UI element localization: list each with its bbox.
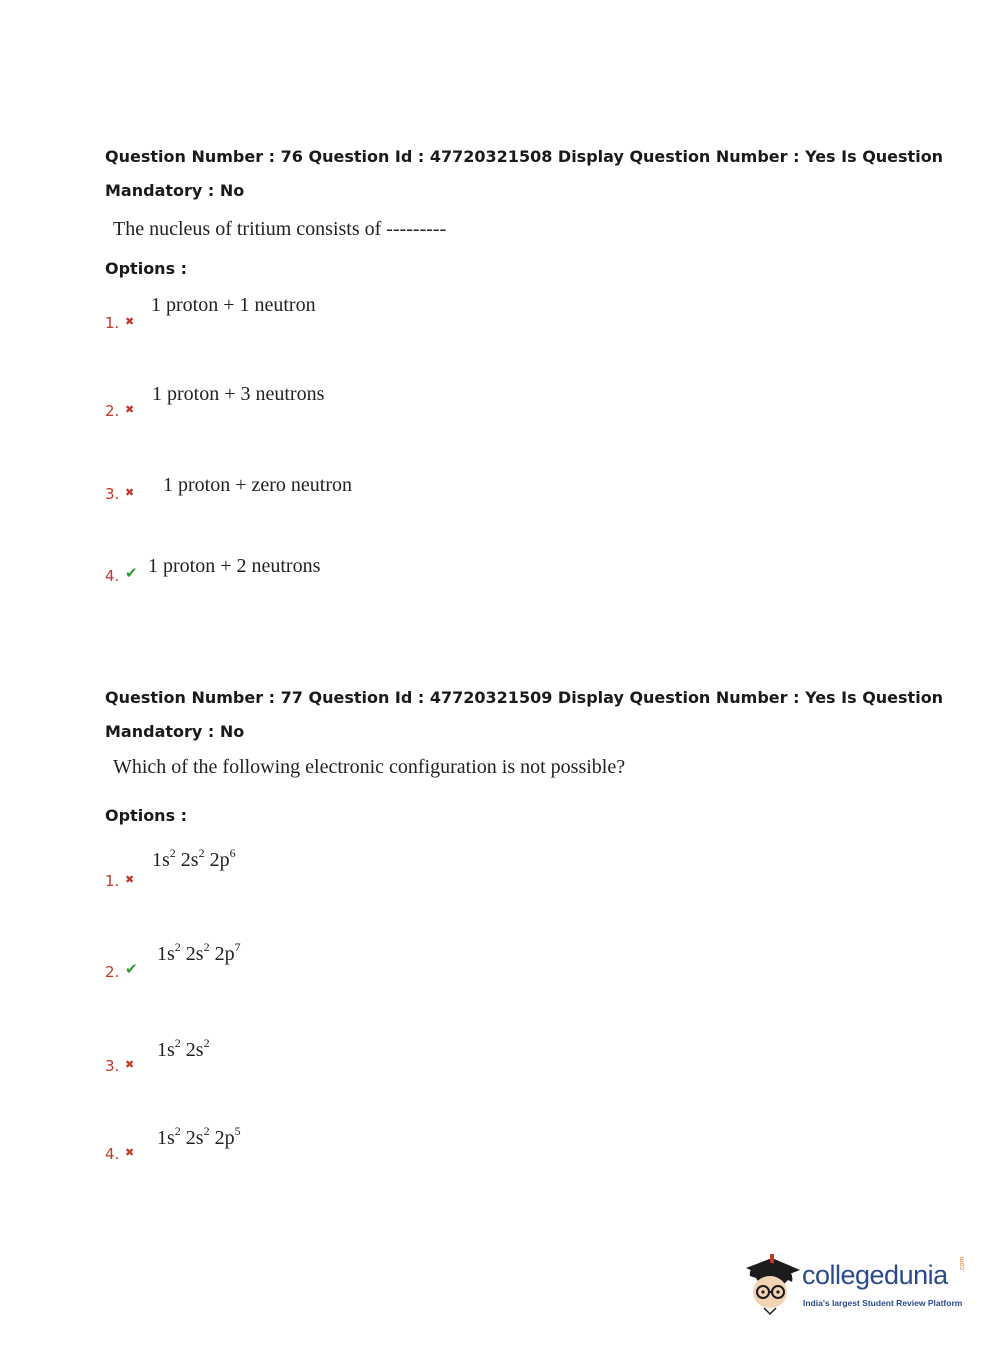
term-base: 2s <box>185 1127 204 1149</box>
option-3 <box>105 1036 805 1079</box>
option-3 <box>105 474 805 514</box>
term-exponent: 2 <box>203 940 210 954</box>
option-number: 1. <box>105 872 120 890</box>
logo-wordmark: collegedunia <box>802 1260 948 1290</box>
term-base: 1s <box>157 1039 175 1061</box>
option-number: 2. <box>105 402 120 420</box>
checkmark-icon: ✔ <box>125 564 138 582</box>
wrong-icon: ✖ <box>125 873 135 886</box>
option-number: 4. <box>105 1145 120 1163</box>
collegedunia-logo <box>742 1250 972 1320</box>
term-exponent: 2 <box>174 1124 181 1138</box>
option-number: 3. <box>105 1057 120 1075</box>
option-text <box>157 1124 241 1150</box>
term-exponent: 6 <box>229 846 236 860</box>
wrong-icon: ✖ <box>125 403 135 416</box>
question-text: Which of the following electronic configuration is not possible? <box>113 756 626 778</box>
question-text: The nucleus of tritium consists of --------- <box>113 218 447 240</box>
term-base: 2p <box>214 1127 235 1149</box>
option-number: 4. <box>105 567 120 585</box>
term-base: 2s <box>180 849 199 871</box>
checkmark-icon: ✔ <box>125 960 138 978</box>
options-label: Options : <box>105 259 188 278</box>
term-exponent: 2 <box>198 846 205 860</box>
term-exponent: 2 <box>174 940 181 954</box>
option-1 <box>105 846 805 890</box>
term-base: 1s <box>152 849 170 871</box>
term-base: 2p <box>209 849 230 871</box>
option-number: 2. <box>105 963 120 981</box>
option-2 <box>105 383 805 423</box>
option-4 <box>105 1124 805 1167</box>
wrong-icon: ✖ <box>125 1058 135 1071</box>
option-text: 1 proton + zero neutron <box>163 474 353 496</box>
option-1 <box>105 294 805 334</box>
option-2 <box>105 940 805 983</box>
term-exponent: 2 <box>203 1036 210 1050</box>
option-text <box>152 846 236 872</box>
option-text: 1 proton + 3 neutrons <box>152 383 325 405</box>
term-base: 2p <box>214 943 235 965</box>
logo-tagline: India's largest Student Review Platform <box>803 1298 963 1308</box>
option-text <box>157 940 241 966</box>
wrong-icon: ✖ <box>125 486 135 499</box>
term-exponent: 2 <box>174 1036 181 1050</box>
option-number: 3. <box>105 485 120 503</box>
logo-com: .com <box>959 1256 966 1272</box>
option-text: 1 proton + 2 neutrons <box>148 555 321 577</box>
term-exponent: 2 <box>203 1124 210 1138</box>
question-meta-line-1: Question Number : 76 Question Id : 47720321508 Display Question Number : Yes Is Question <box>105 147 944 166</box>
question-meta-line-2: Mandatory : No <box>105 722 245 741</box>
term-base: 2s <box>185 1039 204 1061</box>
wrong-icon: ✖ <box>125 1146 135 1159</box>
option-text: 1 proton + 1 neutron <box>151 294 316 316</box>
options-label: Options : <box>105 806 188 825</box>
question-76 <box>105 140 944 600</box>
option-4 <box>105 555 805 595</box>
option-number: 1. <box>105 314 120 332</box>
option-text <box>157 1036 210 1062</box>
term-exponent: 7 <box>234 940 241 954</box>
question-77 <box>105 681 944 1181</box>
wrong-icon: ✖ <box>125 315 135 328</box>
question-meta-line-1: Question Number : 77 Question Id : 47720321509 Display Question Number : Yes Is Question <box>105 688 944 707</box>
mascot-icon <box>742 1250 802 1316</box>
term-base: 1s <box>157 1127 175 1149</box>
term-base: 2s <box>185 943 204 965</box>
term-exponent: 5 <box>234 1124 241 1138</box>
question-meta-line-2: Mandatory : No <box>105 181 245 200</box>
term-exponent: 2 <box>169 846 176 860</box>
term-base: 1s <box>157 943 175 965</box>
